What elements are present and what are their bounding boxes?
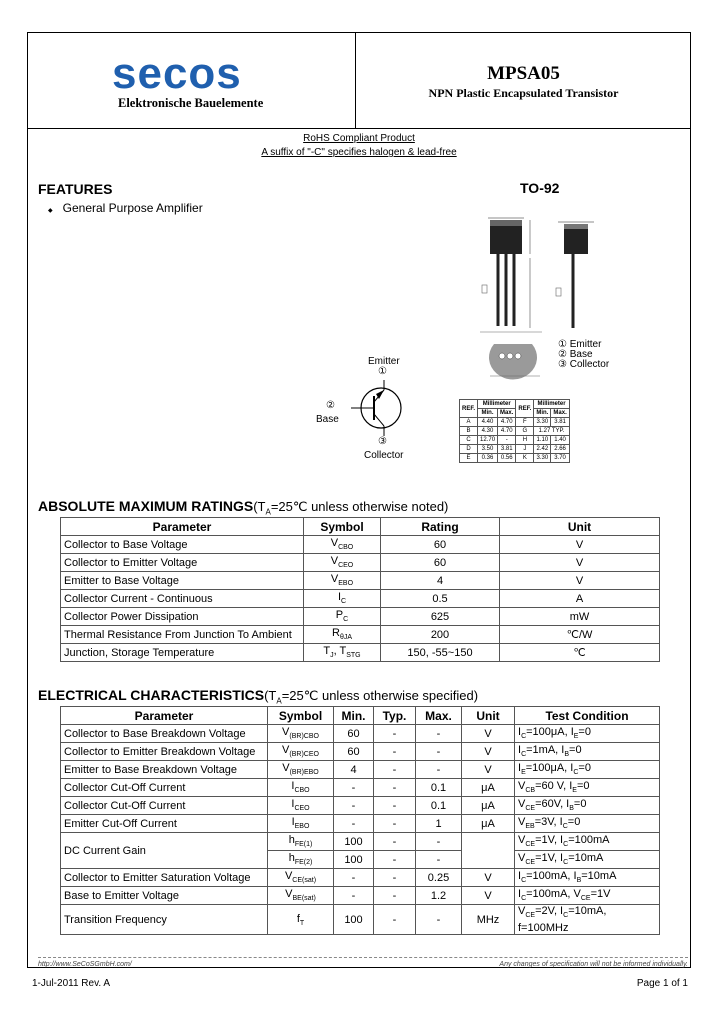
footer-page: Page 1 of 1: [636, 978, 688, 989]
abs-max-row: Collector to Emitter Voltage $V_{CEO}$ 60 V: [61, 554, 660, 572]
dim-row: D 3.50 3.81 J 2.42 2.66: [460, 445, 570, 454]
feature-item: ◆ General Purpose Amplifier: [48, 201, 203, 215]
footer-divider: [38, 957, 688, 958]
abs-max-table: Parameter Symbol Rating Unit Collector to Base Voltage $V_{CBO}$ 60 V Collector to Emitter Voltage $V_{CEO}$ 60 V Emitter to Base Voltage $V_{EBO}$ 4 V Collector Current - Continuous $I_C$ 0.5 A Collector Power Dissipation $P_C$ 625 mW Thermal Resistance From Junction To Ambient $R_{\theta JA}$ 200 ℃/W Junction, Storage Temperature $T_J$, $T_{STG}$ 150, -55~150 ℃: [60, 517, 660, 662]
elec-title: ELECTRICAL $CHARACTERISTICS(T_A=25℃$ unless otherwise specified): [38, 687, 479, 706]
footer-url[interactable]: http://www.SeCoSGmbH.com/: [38, 961, 132, 968]
elec-row: Collector Cut-Off Current $I_{CEO}$ - - 0.1 μA $V_{CE}=60V$, $I_B=0$: [61, 797, 660, 815]
elec-row: Emitter to Base Breakdown Voltage $V_{(BR)EBO}$ 4 - - V $I_E=100\mu A$, $I_C=0$: [61, 761, 660, 779]
features-title: FEATURES: [38, 181, 113, 197]
label-pin1: ①: [378, 366, 387, 377]
pin-legend: ① Emitter ② Base ③ Collector: [558, 339, 610, 370]
abs-max-row: Collector to Base Voltage $V_{CBO}$ 60 V: [61, 536, 660, 554]
label-pin2: ②: [326, 400, 335, 411]
abs-max-row: Collector Current - Continuous $I_C$ 0.5 A: [61, 590, 660, 608]
dim-row: E 0.36 0.56 K 3.30 3.70: [460, 454, 570, 463]
elec-table: Parameter Symbol Min. Typ. Max. Unit Test Condition Collector to Base Breakdown Voltage $V_{(BR)CBO}$ 60 - - V $I_C=100\mu A$, $I_E=0$ Collector to Emitter Breakdown Voltage $V_{(BR)CEO}$ 60 - - V $I_C=1mA$, $I_B=0$ Emitter to Base Breakdown Voltage $V_{(BR)EBO}$ 4 - - V $I_E=100\mu A$, $I_C=0$ Collector Cut-Off Current $I_{CBO}$ - - 0.1 μA $V_{CB}=60$ V, $I_E=0$ Collector Cut-Off Current $I_{CEO}$ - - 0.1 μA $V_{CE}=60V$, $I_B=0$ Emitter Cut-Off Current $I_{EBO}$ - - 1 μA $V_{EB}=3V$, $I_C=0$ DC Current Gain $h_{FE(1)}$ 100 - - $V_{CE}=1V$, $I_C=100mA$ $h_{FE(2)}$ 100 - - $V_{CE}=1V$, $I_C=10mA$ Collector to Emitter Saturation Voltage $V_{CE(sat)}$ - - 0.25 V $I_C=100mA$, $I_B=10mA$ Base to Emitter Voltage $V_{BE(sat)}$ - - 1.2 V $I_C=100mA$, $V_{CE}=1V$ Transition Frequency $f_T$ 100 - - MHz $V_{CE}=2V$, $I_C=10mA$, f=100MHz: [60, 706, 660, 935]
abs-max-row: Collector Power Dissipation $P_C$ 625 mW: [61, 608, 660, 626]
label-base: Base: [316, 414, 339, 425]
abs-max-title: ABSOLUTE MAXIMUM $RATINGS(T_A=25℃$ unless otherwise noted): [38, 498, 449, 517]
company-name: Elektronische Bauelemente: [118, 96, 264, 110]
dim-row: B 4.30 4.70 G 1.27 TYP.: [460, 427, 570, 436]
part-number: MPSA05: [487, 63, 560, 84]
abs-max-row: Junction, Storage Temperature $T_J$, $T_{STG}$ 150, -55~150 ℃: [61, 644, 660, 662]
elec-row: Collector to Emitter Breakdown Voltage $V_{(BR)CEO}$ 60 - - V $I_C=1mA$, $I_B=0$: [61, 743, 660, 761]
footer-date: 1-Jul-2011 Rev. A: [32, 978, 111, 989]
dim-row: A 4.40 4.70 F 3.30 3.81: [460, 418, 570, 427]
label-collector: Collector: [364, 450, 404, 461]
abs-max-row: Thermal Resistance From Junction To Ambient $R_{\theta JA}$ 200 ℃/W: [61, 626, 660, 644]
package-title: TO-92: [520, 180, 560, 196]
company-logo: secos: [112, 49, 242, 98]
elec-row: $h_{FE(2)}$ 100 - - $V_{CE}=1V$, $I_C=10mA$: [61, 851, 660, 869]
dim-row: C 12.70 - H 1.10 1.40: [460, 436, 570, 445]
part-description: NPN Plastic Encapsulated Transistor: [428, 86, 619, 100]
label-pin3: ③: [378, 436, 387, 447]
abs-max-row: Emitter to Base Voltage $V_{EBO}$ 4 V: [61, 572, 660, 590]
elec-row: Emitter Cut-Off Current $I_{EBO}$ - - 1 μA $V_{EB}=3V$, $I_C=0$: [61, 815, 660, 833]
elec-row: Collector Cut-Off Current $I_{CBO}$ - - 0.1 μA $V_{CB}=60$ V, $I_E=0$: [61, 779, 660, 797]
label-emitter: Emitter: [368, 356, 400, 367]
footer-disclaimer: Any changes of specification will not be informed individually.: [499, 961, 688, 968]
elec-row: Collector to Base Breakdown Voltage $V_{(BR)CBO}$ 60 - - V $I_C=100\mu A$, $I_E=0$: [61, 725, 660, 743]
elec-row: Transition Frequency $f_T$ 100 - - MHz $V_{CE}=2V$, $I_C=10mA$, f=100MHz: [61, 905, 660, 935]
elec-row: Collector to Emitter Saturation Voltage $V_{CE(sat)}$ - - 0.25 V $I_C=100mA$, $I_B=10mA$: [61, 869, 660, 887]
rohs-line-1: RoHS Compliant Product: [303, 133, 415, 144]
dimension-table: REF. Millimeter REF. Millimeter Min. Max. Min. Max. A 4.40 4.70 F 3.30 3.81 B 4.30 4.70 G 1.27 TYP. C 12.70 - H 1.10 1.40 D 3.50 3.81 J 2.42 2.66 E 0.36 0.56 K 3.30 3.70: [459, 399, 570, 463]
elec-row: DC Current Gain $h_{FE(1)}$ 100 - - $V_{CE}=1V$, $I_C=100mA$: [61, 833, 660, 851]
elec-row: Base to Emitter Voltage $V_{BE(sat)}$ - - 1.2 V $I_C=100mA$, $V_{CE}=1V$: [61, 887, 660, 905]
rohs-line-2: A suffix of "-C" specifies halogen & lead-free: [261, 147, 457, 158]
